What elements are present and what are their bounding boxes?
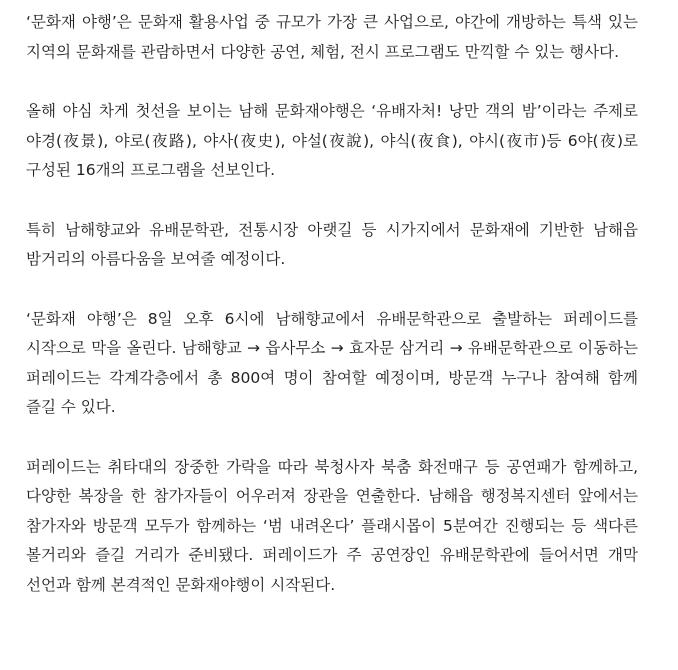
article-paragraph-5: 퍼레이드는 취타대의 장중한 가락을 따라 북청사자 북춤 화전매구 등 공연패가 함께하고, 다양한 복장을 한 참가자들이 어우러져 장관을 연출한다. 남해읍 행정복지센터 앞에서는 참가자와 방문객 모두가 함께하는 ‘범 내려온다’ 플래시몹이 5분여간 진행되는 등 색다른 볼거리와 즐길 거리가 준비됐다. 퍼레이드가 주 공연장인 유배문학관에 들어서면 개막 선언과 함께 본격적인 문화재야행이 시작된다. — [26, 457, 638, 594]
article-paragraph-1: ‘문화재 야행’은 문화재 활용사업 중 규모가 가장 큰 사업으로, 야간에 개방하는 특색 있는 지역의 문화재를 관람하면서 다양한 공연, 체험, 전시 프로그램도 만끽할 수 있는 행사다. — [26, 13, 638, 61]
article-paragraph-4: ‘문화재 야행’은 8일 오후 6시에 남해향교에서 유배문학관으로 출발하는 퍼레이드를 시작으로 막을 올린다. 남해향교 → 읍사무소 → 효자문 삼거리 → 유배문학관으로 이동하는 퍼레이드는 각계각층에서 총 800여 명이 참여할 예정이며, 방문객 누구나 참여해 함께 즐길 수 있다. — [26, 309, 638, 416]
article-paragraph-3: 특히 남해향교와 유배문학관, 전통시장 아랫길 등 시가지에서 문화재에 기반한 남해읍 밤거리의 아름다움을 보여줄 예정이다. — [26, 220, 638, 268]
article-body — [26, 8, 638, 630]
article-paragraph-2: 올해 야심 차게 첫선을 보이는 남해 문화재야행은 ‘유배자처! 낭만 객의 밤’이라는 주제로 야경(夜景), 야로(夜路), 야사(夜史), 야설(夜說), 야식(夜食), 야시(夜市)등 6야(夜)로 구성된 16개의 프로그램을 선보인다. — [26, 102, 638, 179]
